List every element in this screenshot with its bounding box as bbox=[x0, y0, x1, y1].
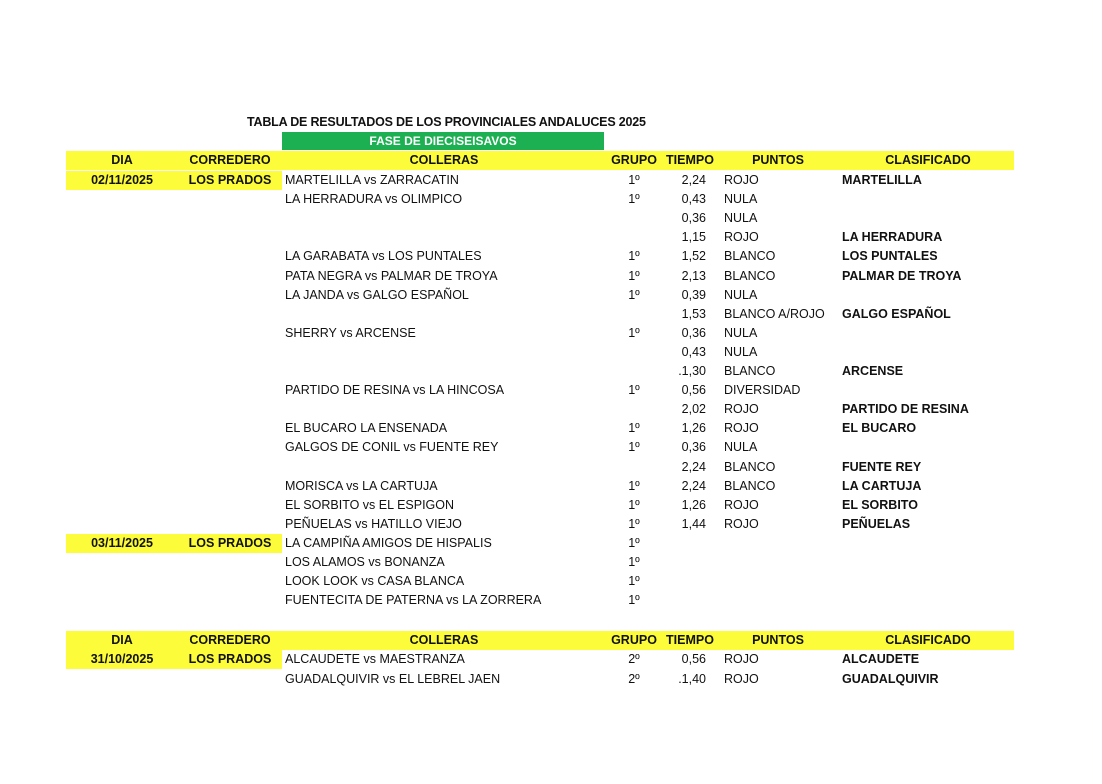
cell-tiempo: 2,13 bbox=[681, 268, 706, 283]
header-colleras: COLLERAS bbox=[409, 153, 479, 167]
cell-grupo: 1º bbox=[628, 497, 640, 512]
cell-puntos: NULA bbox=[724, 344, 758, 359]
cell-puntos: NULA bbox=[724, 211, 758, 226]
table-header-2 bbox=[66, 631, 1014, 650]
header-colleras: COLLERAS bbox=[409, 633, 479, 647]
cell-clasificado: GUADALQUIVIR bbox=[842, 672, 939, 686]
cell-dia bbox=[66, 305, 178, 324]
cell-corredero bbox=[178, 324, 282, 343]
cell-puntos: ROJO bbox=[724, 516, 759, 531]
table-row bbox=[66, 477, 1014, 496]
cell-puntos: BLANCO bbox=[724, 268, 776, 283]
table-row bbox=[66, 650, 1014, 669]
table-row bbox=[66, 534, 1014, 553]
table-row bbox=[66, 305, 1014, 324]
cell-corredero bbox=[178, 477, 282, 496]
cell-colleras: MARTELILLA vs ZARRACATIN bbox=[285, 173, 459, 187]
header-corredero: CORREDERO bbox=[189, 153, 271, 167]
cell-clasificado: MARTELILLA bbox=[842, 173, 922, 187]
cell-grupo: 1º bbox=[628, 555, 640, 569]
cell-grupo: 1º bbox=[628, 516, 640, 531]
cell-clasificado bbox=[842, 553, 1014, 572]
table-row bbox=[66, 362, 1014, 381]
cell-corredero bbox=[178, 591, 282, 610]
cell-corredero bbox=[178, 496, 282, 515]
table-row bbox=[66, 247, 1014, 266]
cell-corredero bbox=[178, 267, 282, 286]
cell-puntos: ROJO bbox=[724, 230, 759, 245]
table-row bbox=[66, 670, 1014, 689]
cell-dia bbox=[66, 438, 178, 457]
cell-tiempo: 0,39 bbox=[681, 287, 706, 302]
cell-dia bbox=[66, 247, 178, 266]
header-grupo: GRUPO bbox=[611, 153, 657, 167]
cell-tiempo: .1,30 bbox=[678, 364, 706, 378]
cell-puntos: DIVERSIDAD bbox=[724, 383, 801, 398]
cell-grupo: 1º bbox=[628, 574, 640, 589]
cell-clasificado bbox=[842, 209, 1014, 228]
cell-dia bbox=[66, 477, 178, 496]
cell-corredero bbox=[178, 515, 282, 534]
cell-colleras: PARTIDO DE RESINA vs LA HINCOSA bbox=[285, 383, 505, 398]
table-row bbox=[66, 286, 1014, 305]
cell-colleras: GUADALQUIVIR vs EL LEBREL JAEN bbox=[285, 672, 501, 686]
cell-clasificado: LA CARTUJA bbox=[842, 478, 922, 493]
table-row bbox=[66, 572, 1014, 591]
cell-puntos: BLANCO A/ROJO bbox=[724, 306, 825, 321]
cell-clasificado bbox=[842, 381, 1014, 400]
cell-puntos: BLANCO bbox=[724, 459, 776, 474]
cell-clasificado bbox=[842, 534, 1014, 553]
cell-grupo: 1º bbox=[628, 287, 640, 302]
cell-clasificado: ARCENSE bbox=[842, 364, 904, 378]
cell-colleras: SHERRY vs ARCENSE bbox=[285, 325, 416, 340]
cell-tiempo: 1,26 bbox=[681, 421, 706, 436]
table-row bbox=[66, 171, 1014, 190]
cell-grupo bbox=[606, 362, 662, 381]
cell-corredero bbox=[178, 400, 282, 419]
cell-clasificado: EL SORBITO bbox=[842, 497, 918, 512]
cell-grupo: 1º bbox=[628, 478, 640, 493]
cell-dia bbox=[66, 228, 178, 247]
cell-puntos: ROJO bbox=[724, 402, 759, 417]
cell-grupo: 1º bbox=[628, 535, 640, 550]
cell-corredero bbox=[178, 438, 282, 457]
cell-puntos: BLANCO bbox=[724, 364, 776, 378]
table-row bbox=[66, 553, 1014, 572]
cell-colleras: PATA NEGRA vs PALMAR DE TROYA bbox=[285, 268, 498, 283]
cell-tiempo: 2,24 bbox=[681, 173, 706, 187]
cell-dia: 03/11/2025 bbox=[91, 535, 153, 550]
cell-grupo bbox=[606, 228, 662, 247]
table-row bbox=[66, 209, 1014, 228]
cell-puntos: ROJO bbox=[724, 497, 759, 512]
cell-grupo: 1º bbox=[628, 383, 640, 398]
cell-corredero bbox=[178, 305, 282, 324]
cell-tiempo: 0,36 bbox=[681, 440, 706, 455]
cell-puntos: NULA bbox=[724, 440, 758, 455]
cell-tiempo bbox=[662, 591, 706, 610]
table-row bbox=[66, 381, 1014, 400]
cell-tiempo bbox=[662, 534, 706, 553]
cell-clasificado: FUENTE REY bbox=[842, 459, 922, 474]
cell-corredero bbox=[178, 381, 282, 400]
cell-dia bbox=[66, 553, 178, 572]
header-tiempo: TIEMPO bbox=[666, 633, 714, 647]
cell-colleras bbox=[285, 305, 605, 324]
table-row bbox=[66, 324, 1014, 343]
cell-corredero bbox=[178, 419, 282, 438]
cell-tiempo: 1,53 bbox=[681, 306, 706, 321]
cell-colleras: LOS ALAMOS vs BONANZA bbox=[285, 555, 445, 569]
cell-clasificado: ALCAUDETE bbox=[842, 652, 920, 666]
cell-tiempo: 0,36 bbox=[681, 211, 706, 226]
cell-clasificado: GALGO ESPAÑOL bbox=[842, 306, 951, 321]
cell-clasificado: PEÑUELAS bbox=[842, 516, 911, 531]
header-dia: DIA bbox=[111, 633, 133, 647]
header-corredero: CORREDERO bbox=[189, 633, 271, 647]
table-row bbox=[66, 438, 1014, 457]
cell-corredero bbox=[178, 247, 282, 266]
cell-dia bbox=[66, 324, 178, 343]
cell-grupo bbox=[606, 458, 662, 477]
cell-puntos: BLANCO bbox=[724, 249, 776, 264]
cell-tiempo: 1,52 bbox=[681, 249, 706, 264]
cell-clasificado bbox=[842, 324, 1014, 343]
cell-corredero: LOS PRADOS bbox=[188, 652, 272, 666]
header-dia: DIA bbox=[111, 153, 133, 167]
cell-grupo: 2º bbox=[628, 652, 640, 666]
cell-tiempo: 0,43 bbox=[681, 192, 706, 207]
cell-tiempo: 1,26 bbox=[681, 497, 706, 512]
cell-puntos: ROJO bbox=[724, 173, 759, 187]
cell-clasificado: PALMAR DE TROYA bbox=[842, 268, 962, 283]
cell-puntos: NULA bbox=[724, 287, 758, 302]
cell-tiempo: 2,24 bbox=[681, 478, 706, 493]
header-tiempo: TIEMPO bbox=[666, 153, 714, 167]
table-header-1 bbox=[66, 151, 1014, 170]
cell-colleras: LA HERRADURA vs OLIMPICO bbox=[285, 192, 463, 207]
header-clasificado: CLASIFICADO bbox=[885, 633, 971, 647]
header-clasificado: CLASIFICADO bbox=[885, 153, 971, 167]
cell-grupo: 1º bbox=[628, 440, 640, 455]
cell-dia bbox=[66, 209, 178, 228]
cell-puntos bbox=[724, 591, 834, 610]
cell-clasificado bbox=[842, 591, 1014, 610]
cell-grupo: 1º bbox=[628, 249, 640, 264]
cell-dia bbox=[66, 572, 178, 591]
cell-puntos bbox=[724, 553, 834, 572]
cell-tiempo: 0,56 bbox=[681, 383, 706, 398]
cell-corredero bbox=[178, 190, 282, 209]
cell-puntos: ROJO bbox=[724, 421, 759, 436]
cell-colleras: LA JANDA vs GALGO ESPAÑOL bbox=[285, 287, 469, 302]
cell-grupo: 1º bbox=[628, 173, 640, 187]
cell-clasificado: LA HERRADURA bbox=[842, 230, 943, 245]
cell-clasificado bbox=[842, 190, 1014, 209]
table-row bbox=[66, 515, 1014, 534]
cell-grupo: 2º bbox=[628, 672, 640, 686]
cell-grupo bbox=[606, 305, 662, 324]
cell-corredero bbox=[178, 458, 282, 477]
cell-colleras bbox=[285, 362, 605, 381]
cell-clasificado bbox=[842, 572, 1014, 591]
cell-colleras: EL SORBITO vs EL ESPIGON bbox=[285, 497, 455, 512]
cell-dia bbox=[66, 400, 178, 419]
cell-tiempo: 0,56 bbox=[681, 652, 706, 666]
cell-dia bbox=[66, 267, 178, 286]
cell-tiempo: 0,43 bbox=[681, 344, 706, 359]
cell-puntos: ROJO bbox=[724, 652, 759, 666]
cell-tiempo: 2,24 bbox=[681, 459, 706, 474]
cell-dia bbox=[66, 458, 178, 477]
cell-tiempo: 1,15 bbox=[681, 230, 706, 245]
cell-dia bbox=[66, 343, 178, 362]
cell-dia bbox=[66, 362, 178, 381]
table-row bbox=[66, 400, 1014, 419]
cell-corredero: LOS PRADOS bbox=[188, 173, 272, 187]
header-grupo: GRUPO bbox=[611, 633, 657, 647]
cell-colleras: FUENTECITA DE PATERNA vs LA ZORRERA bbox=[285, 593, 542, 608]
cell-tiempo: .1,40 bbox=[678, 672, 706, 686]
cell-colleras: ALCAUDETE vs MAESTRANZA bbox=[285, 652, 465, 666]
cell-dia bbox=[66, 286, 178, 305]
cell-clasificado bbox=[842, 286, 1014, 305]
cell-grupo bbox=[606, 209, 662, 228]
cell-colleras: MORISCA vs LA CARTUJA bbox=[285, 478, 438, 493]
cell-corredero bbox=[178, 362, 282, 381]
cell-dia: 31/10/2025 bbox=[90, 652, 154, 666]
cell-corredero bbox=[178, 343, 282, 362]
cell-dia bbox=[66, 381, 178, 400]
table-row bbox=[66, 190, 1014, 209]
cell-clasificado bbox=[842, 343, 1014, 362]
table-row bbox=[66, 267, 1014, 286]
cell-grupo: 1º bbox=[628, 192, 640, 207]
cell-tiempo: 0,36 bbox=[681, 325, 706, 340]
cell-corredero bbox=[178, 209, 282, 228]
cell-grupo: 1º bbox=[628, 593, 640, 608]
cell-corredero bbox=[178, 572, 282, 591]
cell-colleras: LA CAMPIÑA AMIGOS DE HISPALIS bbox=[285, 535, 492, 550]
cell-colleras bbox=[285, 228, 605, 247]
cell-clasificado bbox=[842, 438, 1014, 457]
cell-colleras: LOOK LOOK vs CASA BLANCA bbox=[285, 574, 465, 589]
cell-colleras: LA GARABATA vs LOS PUNTALES bbox=[285, 249, 482, 264]
table-row bbox=[66, 496, 1014, 515]
cell-grupo: 1º bbox=[628, 268, 640, 283]
cell-colleras: EL BUCARO LA ENSENADA bbox=[285, 421, 448, 436]
cell-grupo: 1º bbox=[628, 421, 640, 436]
cell-dia bbox=[66, 515, 178, 534]
cell-colleras bbox=[285, 209, 605, 228]
cell-puntos: ROJO bbox=[724, 672, 759, 686]
cell-puntos bbox=[724, 572, 834, 591]
cell-grupo bbox=[606, 400, 662, 419]
cell-colleras bbox=[285, 400, 605, 419]
cell-corredero bbox=[178, 670, 282, 689]
table-row bbox=[66, 458, 1014, 477]
cell-colleras bbox=[285, 343, 605, 362]
cell-colleras: PEÑUELAS vs HATILLO VIEJO bbox=[285, 516, 462, 531]
phase-banner: FASE DE DIECISEISAVOS bbox=[282, 132, 604, 150]
cell-dia bbox=[66, 591, 178, 610]
cell-puntos bbox=[724, 534, 834, 553]
table-row bbox=[66, 228, 1014, 247]
header-puntos: PUNTOS bbox=[752, 153, 804, 167]
cell-grupo bbox=[606, 343, 662, 362]
cell-puntos: NULA bbox=[724, 192, 758, 207]
cell-tiempo: 2,02 bbox=[681, 402, 706, 417]
cell-dia bbox=[66, 670, 178, 689]
cell-tiempo bbox=[662, 553, 706, 572]
cell-corredero bbox=[178, 553, 282, 572]
table-row bbox=[66, 591, 1014, 610]
cell-puntos: NULA bbox=[724, 325, 758, 340]
page-title: TABLA DE RESULTADOS DE LOS PROVINCIALES ANDALUCES 2025 bbox=[247, 115, 646, 129]
cell-grupo: 1º bbox=[628, 325, 640, 340]
cell-colleras bbox=[285, 458, 605, 477]
table-row bbox=[66, 343, 1014, 362]
cell-corredero bbox=[178, 228, 282, 247]
cell-colleras: GALGOS DE CONIL vs FUENTE REY bbox=[285, 440, 499, 455]
cell-puntos: BLANCO bbox=[724, 478, 776, 493]
cell-dia bbox=[66, 190, 178, 209]
cell-tiempo bbox=[662, 572, 706, 591]
table-row bbox=[66, 419, 1014, 438]
cell-dia bbox=[66, 419, 178, 438]
header-puntos: PUNTOS bbox=[752, 633, 804, 647]
cell-dia bbox=[66, 496, 178, 515]
cell-tiempo: 1,44 bbox=[681, 516, 706, 531]
cell-corredero: LOS PRADOS bbox=[188, 535, 272, 550]
cell-clasificado: LOS PUNTALES bbox=[842, 249, 938, 264]
cell-clasificado: PARTIDO DE RESINA bbox=[842, 402, 969, 417]
cell-clasificado: EL BUCARO bbox=[842, 421, 917, 436]
cell-dia: 02/11/2025 bbox=[91, 173, 153, 187]
cell-corredero bbox=[178, 286, 282, 305]
